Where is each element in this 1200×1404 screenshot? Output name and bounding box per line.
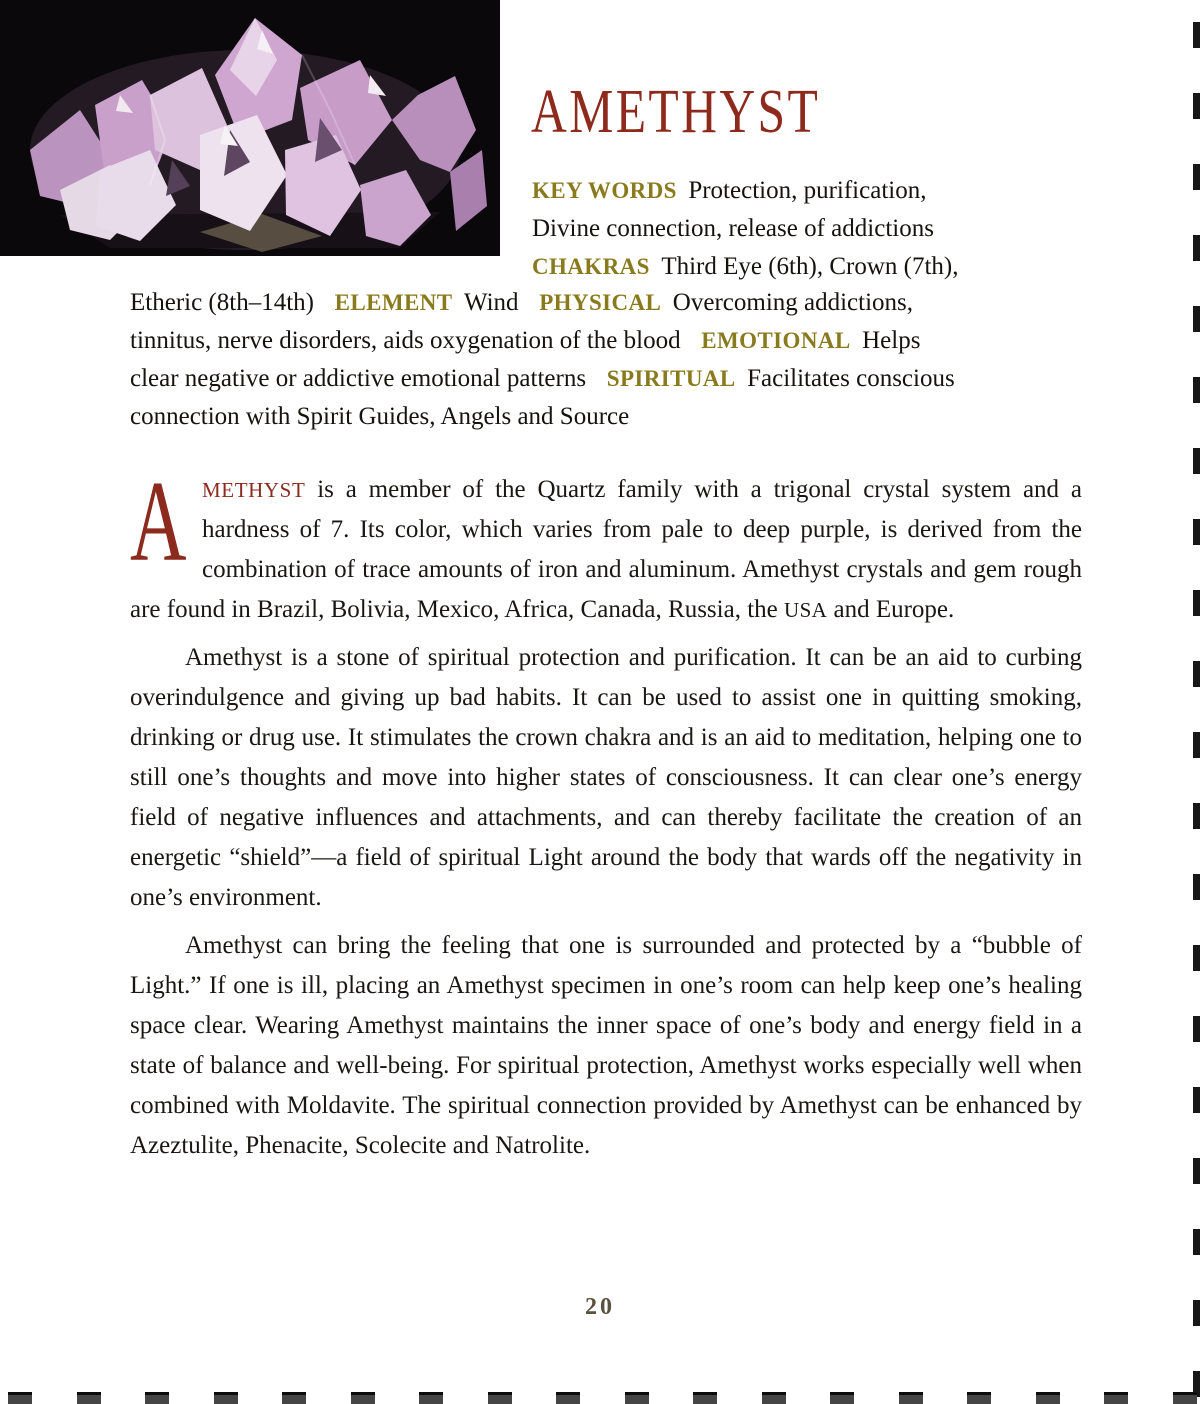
page-edge-mark-bottom [762,1392,786,1404]
page-edge-mark-right [1193,874,1200,900]
keyword-label: SPIRITUAL [606,366,736,391]
page-edge-mark-bottom [214,1392,238,1404]
keyword-label: ELEMENT [334,290,453,315]
page-edge-mark-right [1193,306,1200,332]
page-edge-mark-right [1193,1158,1200,1184]
body-paragraph [130,638,1082,918]
text-run: Overcoming addictions, [672,289,914,316]
page-edge-mark-bottom [830,1392,854,1404]
page-edge-mark-right [1193,93,1200,119]
page-edge-mark-right [1193,732,1200,758]
page-edge-mark-right [1193,661,1200,687]
page-edge-mark-bottom [899,1392,923,1404]
keyword-line [532,210,1152,248]
page-edge-mark-bottom [8,1392,32,1404]
page-edge-mark-bottom [488,1392,512,1404]
page-edge-mark-bottom [1173,1392,1197,1404]
keyword-label: PHYSICAL [539,290,662,315]
text-run: connection with Spirit Guides, Angels and Source [130,403,630,430]
keyword-line [130,398,1130,436]
text-run: Third Eye (6th), Crown (7th), [661,253,959,280]
drop-cap: A [130,458,187,585]
page-edge-mark-right [1193,22,1200,48]
keyword-line [130,284,1130,322]
page-edge-mark-right [1193,1300,1200,1326]
text-run: Wind [464,289,519,316]
page-edge-mark-bottom [693,1392,717,1404]
page-edge-mark-bottom [145,1392,169,1404]
page-edge-mark-bottom [282,1392,306,1404]
amethyst-photo [0,0,500,256]
text-run: tinnitus, nerve disorders, aids oxygenation of the blood [130,327,681,354]
page-edge-mark-bottom [419,1392,443,1404]
page-number: 20 [585,1294,615,1320]
page-edge-mark-right [1193,164,1200,190]
text-run: Amethyst can bring the feeling that one is surrounded and protected by a “bubble of Light.” If one is ill, placing an Amethyst specimen in one’s room can help keep one’s healing space clear. Wearing Amethyst maintains the inner space of one’s body and energy field in a state of balance and well-being. For spiritual protection, Amethyst works especially well when combined with Moldavite. The spiritual connection provided by Amethyst can be enhanced by Azeztulite, Phenacite, Scolecite and Natrolite. [130,932,1082,1159]
keyword-line [532,172,1152,210]
page-edge-mark-right [1193,235,1200,261]
text-run: Amethyst is a stone of spiritual protection and purification. It can be an aid to curbing overindulgence and giving up bad habits. It can be used to assist one in quitting smoking, drinking or drug use. It stimulates the crown chakra and is an aid to meditation, helping one to still one’s thoughts and move into higher states of consciousness. It can clear one’s energy field of negative influences and attachments, and can thereby facilitate the creation of an energetic “shield”—a field of spiritual Light around the body that wards off the negativity in one’s environment. [130,644,1082,911]
amethyst-cluster-illustration [0,0,500,256]
text-run: Divine connection, release of addictions [532,215,934,242]
page-edge-mark-right [1193,590,1200,616]
text-run: and Europe. [827,596,955,623]
page-title: AMETHYST [531,78,821,146]
page-edge-mark-right [1193,1229,1200,1255]
keywords-block-right [532,172,1152,286]
text-run: METHYST [202,478,306,502]
page-edge-mark-bottom [351,1392,375,1404]
page-edge-mark-bottom [625,1392,649,1404]
page-edge-mark-right [1193,945,1200,971]
page-edge-mark-bottom [1104,1392,1128,1404]
keyword-line [130,360,1130,398]
page-edge-mark-right [1193,803,1200,829]
text-run: USA [784,598,828,622]
page-edge-mark-right [1193,1087,1200,1113]
keyword-label: KEY WORDS [532,178,677,203]
keyword-label: EMOTIONAL [701,328,851,353]
page-edge-mark-bottom [967,1392,991,1404]
page-edge-mark-bottom [556,1392,580,1404]
text-run: is a member of the Quartz family with a trigonal crystal system and a hardness of 7. Its color, which varies from pale to deep purple, is derived from the combination of trace amounts of iron and aluminum. Amethyst crystals and gem rough are found in Brazil, Bolivia, Mexico, Africa, Canada, Russia, the [130,476,1082,623]
text-run: Facilitates conscious [747,365,955,392]
text-run: Helps [862,327,921,354]
page-edge-mark-right [1193,377,1200,403]
page-edge-mark-right [1193,519,1200,545]
page-edge-mark-bottom [77,1392,101,1404]
body-text [130,458,1082,1166]
text-run: clear negative or addictive emotional patterns [130,365,587,392]
text-run: Protection, purification, [688,177,927,204]
keyword-line [532,248,1152,286]
body-paragraph [130,926,1082,1166]
page-edge-mark-right [1193,1016,1200,1042]
body-paragraph [130,458,1082,630]
page-edge-mark-right [1193,448,1200,474]
page-edge-mark-bottom [1036,1392,1060,1404]
keywords-block-full [130,284,1130,436]
text-run: Etheric (8th–14th) [130,289,314,316]
keyword-label: CHAKRAS [532,254,650,279]
keyword-line [130,322,1130,360]
